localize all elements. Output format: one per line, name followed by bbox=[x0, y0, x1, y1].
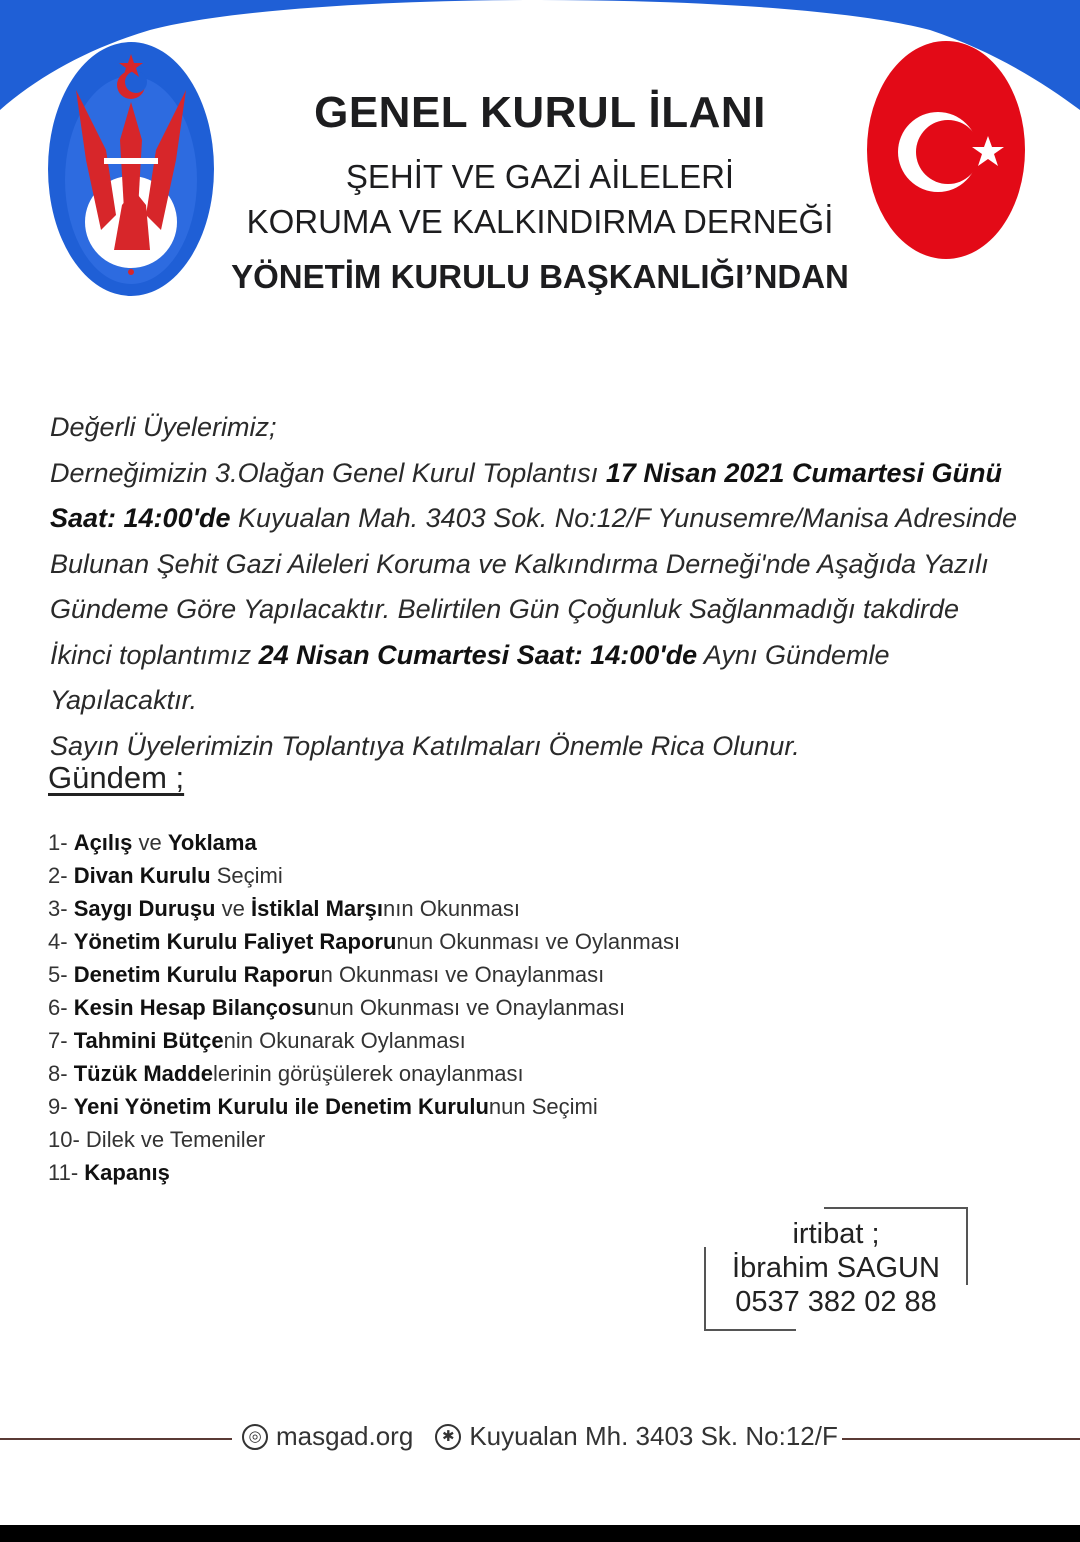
contact-border bbox=[704, 1247, 706, 1331]
footer-divider bbox=[842, 1438, 1080, 1440]
contact-border bbox=[824, 1207, 968, 1209]
meeting-date: 17 Nisan 2021 Cumartesi Günü bbox=[605, 457, 1002, 488]
second-meeting-date: 24 Nisan Cumartesi Saat: 14:00'de bbox=[258, 639, 698, 670]
list-item: 5- Denetim Kurulu Raporun Okunması ve Onaylanması bbox=[48, 962, 605, 987]
contact-name: İbrahim SAGUN bbox=[732, 1252, 940, 1284]
list-item: 11- Kapanış bbox=[48, 1160, 170, 1185]
footer bbox=[242, 1421, 838, 1452]
page-title: GENEL KURUL İLANI bbox=[314, 88, 766, 137]
contact-border bbox=[966, 1207, 968, 1285]
body-text: İkinci toplantımız bbox=[50, 639, 259, 670]
list-item: 1- Açılış ve Yoklama bbox=[48, 830, 257, 855]
bottom-bar bbox=[0, 1525, 1080, 1542]
subtitle-line-3: YÖNETİM KURULU BAŞKANLIĞI’NDAN bbox=[231, 258, 849, 295]
body-line-6: Sayın Üyelerimizin Toplantıya Katılmaları Önemle Rica Olunur. bbox=[50, 730, 800, 761]
agenda-list bbox=[48, 826, 680, 1189]
footer-address: Kuyualan Mh. 3403 Sk. No:12/F bbox=[469, 1421, 838, 1451]
body-line-2 bbox=[50, 496, 1040, 542]
location-icon: ✱ bbox=[435, 1424, 461, 1450]
contact-box bbox=[704, 1207, 968, 1331]
salutation: Değerli Üyelerimiz; bbox=[50, 412, 277, 442]
body-text: Derneğimizin 3.Olağan Genel Kurul Toplantısı bbox=[50, 457, 606, 488]
contact-info bbox=[726, 1217, 946, 1319]
body-line-1 bbox=[50, 451, 1040, 497]
contact-border bbox=[704, 1329, 796, 1331]
body-line-5 bbox=[50, 633, 1040, 724]
list-item: 10- Dilek ve Temeniler bbox=[48, 1127, 266, 1152]
agenda-title: Gündem ; bbox=[48, 760, 185, 795]
body-text: Kuyualan Mah. 3403 Sok. No:12/F Yunusemre/Manisa Adresinde bbox=[230, 503, 1017, 533]
footer-divider bbox=[0, 1438, 232, 1440]
body-text: Aynı Gündemle Yapılacaktır. bbox=[50, 639, 890, 715]
subtitle-line-1: ŞEHİT VE GAZİ AİLELERİ bbox=[345, 158, 735, 195]
list-item: 8- Tüzük Maddelerinin görüşülerek onaylanması bbox=[48, 1061, 524, 1086]
contact-phone[interactable]: 0537 382 02 88 bbox=[735, 1286, 937, 1318]
body-line-4: Gündeme Göre Yapılacaktır. Belirtilen Gün Çoğunluk Sağlanmadığı takdirde bbox=[50, 594, 960, 624]
subtitle-line-2: KORUMA VE KALKINDIRMA DERNEĞİ bbox=[246, 203, 834, 240]
body-line-3: Bulunan Şehit Gazi Aileleri Koruma ve Kalkındırma Derneği'nde Aşağıda Yazılı bbox=[50, 548, 989, 579]
announcement-body bbox=[50, 405, 1040, 769]
contact-label: irtibat ; bbox=[792, 1218, 880, 1250]
turkish-flag-icon bbox=[866, 40, 1026, 260]
list-item: 9- Yeni Yönetim Kurulu ile Denetim Kurulunun Seçimi bbox=[48, 1094, 598, 1119]
list-item: 2- Divan Kurulu Seçimi bbox=[48, 863, 283, 888]
list-item: 3- Saygı Duruşu ve İstiklal Marşının Okunması bbox=[48, 896, 520, 921]
list-item: 4- Yönetim Kurulu Faliyet Raporunun Okunması ve Oylanması bbox=[48, 929, 681, 954]
footer-website[interactable]: masgad.org bbox=[276, 1421, 414, 1451]
meeting-time: Saat: 14:00'de bbox=[50, 503, 231, 533]
list-item: 6- Kesin Hesap Bilançosunun Okunması ve Onaylanması bbox=[48, 995, 626, 1020]
list-item: 7- Tahmini Bütçenin Okunarak Oylanması bbox=[48, 1028, 466, 1053]
globe-icon: ◎ bbox=[242, 1424, 268, 1450]
logo-emblem bbox=[46, 40, 216, 298]
